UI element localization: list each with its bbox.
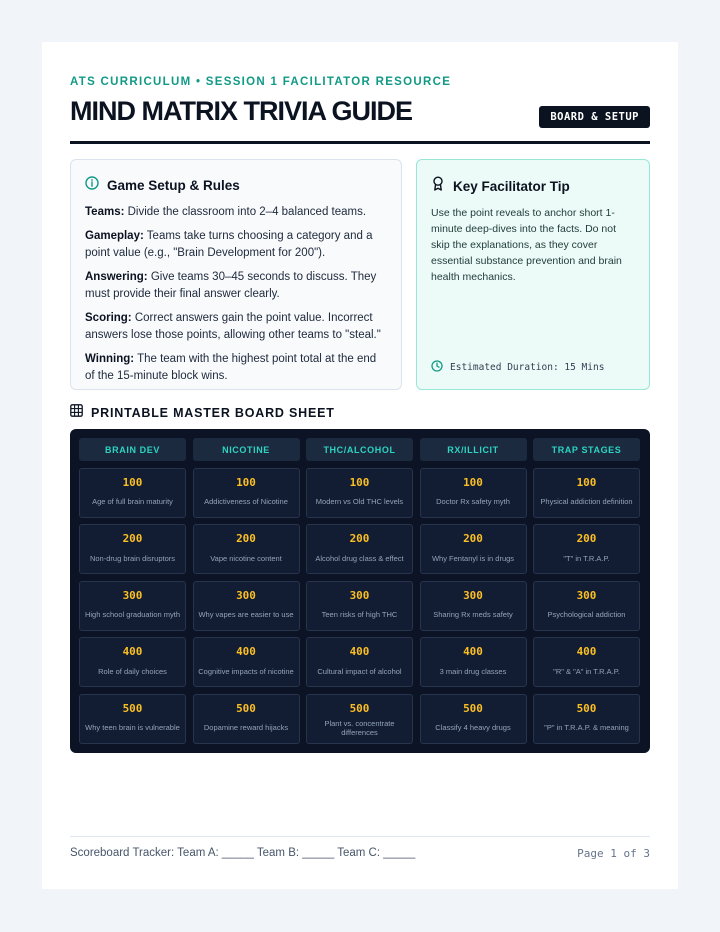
rule-text: Teams take turns choosing a category and a point value (e.g., "Brain Development for 200").: [85, 230, 373, 259]
tip-card: [416, 159, 650, 390]
board-cell[interactable]: [306, 524, 413, 574]
category-header-row: [79, 438, 641, 461]
cell-question: Psychological addiction: [547, 610, 626, 619]
cell-question: Vape nicotine content: [210, 553, 282, 563]
cell-points: 200: [349, 532, 370, 545]
rule-label: Answering:: [85, 271, 148, 283]
board-cell[interactable]: [306, 468, 413, 518]
cell-question: Why teen brain is vulnerable: [85, 723, 180, 732]
rule-item: [85, 204, 387, 221]
cell-question: Modern vs Old THC levels: [315, 497, 404, 506]
cell-question: "T" in T.R.A.P.: [563, 553, 610, 563]
board-cell[interactable]: [193, 581, 300, 631]
rules-card-title: Game Setup & Rules: [107, 178, 240, 193]
cell-points: 100: [349, 475, 370, 489]
section-badge: BOARD & SETUP: [539, 106, 650, 128]
cell-points: 100: [122, 475, 143, 489]
cell-points: 100: [236, 475, 256, 489]
cell-points: 100: [463, 475, 483, 489]
board-cell[interactable]: [420, 581, 527, 631]
cell-points: 500: [236, 701, 256, 715]
board-cell[interactable]: [79, 694, 186, 744]
cell-question: Why Fentanyl is in drugs: [431, 553, 515, 563]
award-icon: [431, 176, 445, 196]
cell-question: Sharing Rx meds safety: [433, 610, 513, 619]
info-icon: [85, 176, 99, 195]
rule-item: [85, 351, 387, 385]
cell-points: 300: [349, 588, 370, 602]
cell-question: Alcohol drug class & effect: [315, 553, 404, 563]
board-cell[interactable]: [420, 637, 527, 687]
footer-divider: [70, 836, 650, 837]
category-header: NICOTINE: [193, 438, 300, 461]
board-cells: [79, 468, 641, 744]
cell-points: 200: [463, 532, 483, 545]
board-cell[interactable]: [193, 468, 300, 518]
cell-question: "P" in T.R.A.P. & meaning: [544, 723, 629, 732]
category-header: RX/ILLICIT: [420, 438, 527, 461]
board-cell[interactable]: [306, 581, 413, 631]
document-page: [42, 42, 678, 889]
rule-text: Give teams 30–45 seconds to discuss. They must provide their final answer clearly.: [85, 271, 377, 300]
duration-row: [431, 360, 604, 375]
board-cell[interactable]: [306, 694, 413, 744]
board-cell[interactable]: [193, 524, 300, 574]
board-cell[interactable]: [420, 524, 527, 574]
cell-question: Addictiveness of Nicotine: [204, 497, 288, 506]
cell-question: Doctor Rx safety myth: [436, 497, 510, 506]
title-divider: [70, 141, 650, 144]
cell-points: 400: [349, 645, 370, 658]
rule-item: [85, 310, 387, 344]
board-cell[interactable]: [533, 637, 640, 687]
board-cell[interactable]: [533, 524, 640, 574]
board-cell[interactable]: [420, 468, 527, 518]
board-cell[interactable]: [193, 694, 300, 744]
rule-label: Winning:: [85, 353, 135, 365]
cell-points: 200: [236, 532, 256, 545]
cell-question: Dopamine reward hijacks: [203, 723, 289, 732]
rule-text: Correct answers gain the point value. Incorrect answers lose those points, allowing other teams to "steal.": [85, 312, 381, 341]
cell-question: High school graduation myth: [84, 610, 181, 619]
tip-card-title: Key Facilitator Tip: [453, 178, 570, 194]
board-cell[interactable]: [306, 637, 413, 687]
cell-question: Non-drug brain disruptors: [89, 553, 176, 563]
board-cell[interactable]: [533, 468, 640, 518]
rules-card: [70, 159, 402, 390]
duration-text: Estimated Duration: 15 Mins: [450, 362, 605, 373]
page-title: MIND MATRIX TRIVIA GUIDE: [70, 96, 412, 126]
board-cell[interactable]: [79, 581, 186, 631]
eyebrow-label: ATS CURRICULUM • SESSION 1 FACILITATOR RESOURCE: [70, 76, 452, 88]
cell-question: Cognitive impacts of nicotine: [198, 666, 294, 676]
cell-question: Physical addiction definition: [540, 497, 633, 506]
rule-text: The team with the highest point total at the end of the 15-minute block wins.: [85, 353, 377, 382]
tip-body: Use the point reveals to anchor short 1-minute deep-dives into the facts. Do not skip the explanations, as they cover essential substance prevention and brain health mechanics.: [431, 207, 622, 283]
category-header: THC/ALCOHOL: [306, 438, 413, 461]
cell-points: 400: [463, 645, 483, 658]
cell-points: 400: [236, 645, 256, 658]
board-cell[interactable]: [533, 581, 640, 631]
cell-points: 300: [122, 588, 143, 602]
cell-points: 500: [122, 701, 143, 715]
page-number: Page 1 of 3: [577, 847, 650, 860]
scoreboard-tracker: Scoreboard Tracker: Team A: _____ Team B: _____ Team C: _____: [70, 847, 416, 859]
rule-text: Divide the classroom into 2–4 balanced teams.: [124, 206, 367, 218]
cell-points: 100: [576, 475, 597, 489]
cell-question: Cultural impact of alcohol: [317, 666, 402, 676]
clock-icon: [431, 360, 443, 375]
board-cell[interactable]: [79, 637, 186, 687]
rule-label: Gameplay:: [85, 230, 144, 242]
cell-question: Teen risks of high THC: [321, 610, 398, 619]
cell-question: Role of daily choices: [98, 666, 167, 676]
cell-points: 300: [463, 588, 483, 602]
rule-label: Scoring:: [85, 312, 132, 324]
cell-points: 300: [576, 588, 597, 602]
trivia-board: [70, 429, 650, 753]
category-header: TRAP STAGES: [533, 438, 640, 461]
cell-points: 400: [576, 645, 597, 658]
cell-question: Why vapes are easier to use: [198, 610, 294, 619]
board-cell[interactable]: [420, 694, 527, 744]
rule-item: [85, 228, 387, 262]
board-cell[interactable]: [79, 468, 186, 518]
cell-points: 500: [463, 701, 483, 715]
cell-question: 3 main drug classes: [439, 666, 507, 676]
board-cell[interactable]: [193, 637, 300, 687]
rule-label: Teams:: [85, 206, 125, 218]
board-cell[interactable]: [533, 694, 640, 744]
cell-question: Classify 4 heavy drugs: [435, 723, 511, 732]
rule-item: [85, 269, 387, 303]
grid-icon: [70, 404, 83, 422]
cell-question: Plant vs. concentrate differences: [324, 718, 395, 737]
cell-question: "R" & "A" in T.R.A.P.: [553, 666, 620, 676]
cell-points: 500: [349, 701, 370, 715]
cell-points: 500: [576, 701, 597, 715]
cell-points: 400: [122, 645, 143, 658]
cell-points: 200: [122, 532, 143, 545]
board-section-heading: [70, 404, 335, 422]
category-header: BRAIN DEV: [79, 438, 186, 461]
rules-list: [85, 204, 387, 385]
board-section-title: PRINTABLE MASTER BOARD SHEET: [91, 406, 335, 420]
cell-points: 200: [576, 532, 597, 545]
board-cell[interactable]: [79, 524, 186, 574]
cell-points: 300: [236, 588, 256, 602]
cell-question: Age of full brain maturity: [92, 497, 173, 506]
